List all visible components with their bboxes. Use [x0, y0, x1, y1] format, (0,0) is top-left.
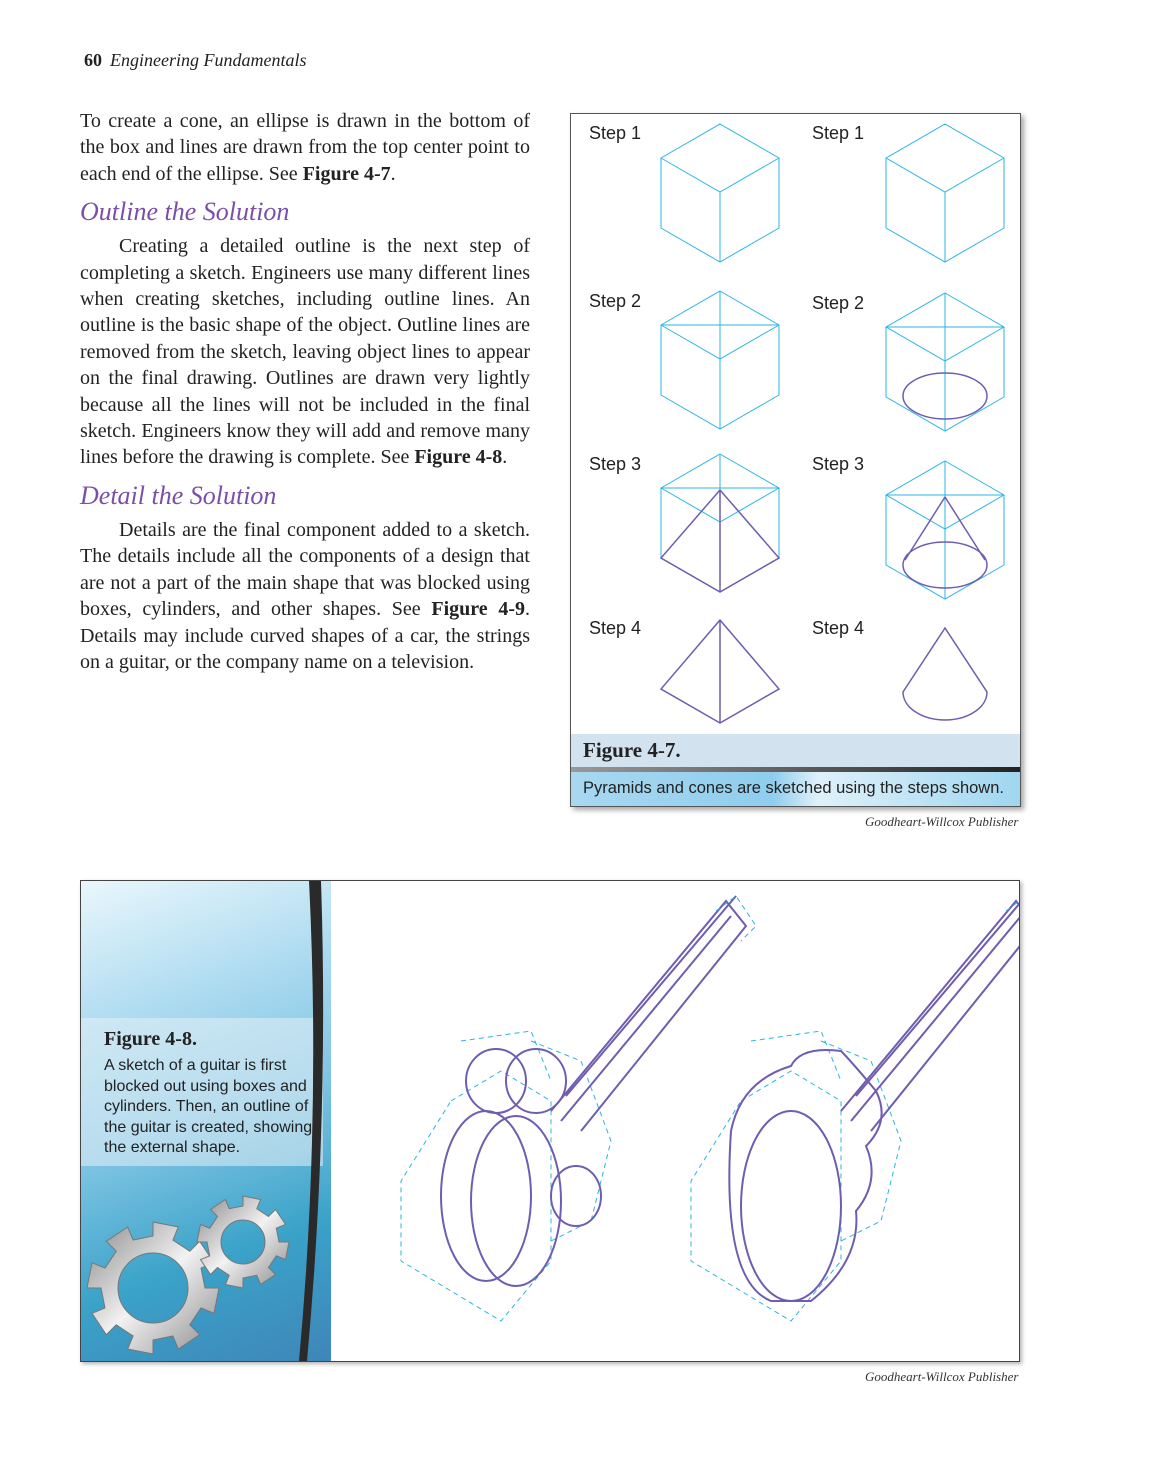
figure-4-7 [570, 113, 1021, 807]
page-number: 60 [84, 50, 102, 70]
body-text [80, 108, 530, 675]
figure-ref: Figure 4-7 [302, 162, 391, 185]
text: . [390, 162, 396, 185]
paragraph [80, 517, 530, 675]
step-label: Step 1 [589, 123, 642, 143]
step-label: Step 4 [589, 618, 642, 638]
paragraph [80, 233, 530, 471]
step-label: Step 4 [812, 618, 865, 638]
figure-ref: Figure 4-9 [431, 598, 526, 621]
pyramid-cone-steps-drawing [571, 114, 1020, 734]
lower-cylinder [551, 1166, 601, 1226]
figure-credit: Goodheart-Willcox Publisher [865, 1369, 1019, 1384]
headstock-box [716, 896, 756, 941]
gear-shape [197, 1196, 289, 1288]
pyramid-final [661, 620, 779, 723]
paragraph [80, 108, 530, 187]
section-heading: Detail the Solution [80, 480, 277, 510]
guitar-body-edge [741, 1111, 841, 1301]
figure-caption: A sketch of a guitar is first blocked out using boxes and cylinders. Then, an outline of the guitar is created, showing the external shape. [104, 1057, 313, 1157]
guitar-outline [729, 1050, 881, 1301]
text: Creating a detailed outline is the next step of completing a sketch. Engineers use many different lines when creating sketches, including outline lines. An outline is the basic shape of the object. Outline lines are removed from the sketch, leaving object lines to appear on the final drawing. Outlines are drawn very lightly because all the lines will not be included in the final sketch. Engineers know they will add and remove many lines before the drawing is complete. See [80, 235, 530, 469]
neck-outline [841, 896, 1020, 1131]
figure-title: Figure 4-7. [571, 734, 1020, 768]
caption-box [81, 1018, 323, 1166]
top-diagonals [886, 293, 1004, 361]
guitar-sketch-drawing [331, 881, 1020, 1361]
section-heading: Outline the Solution [80, 197, 290, 227]
cone-final [903, 628, 987, 720]
blocking-lines [691, 1031, 901, 1321]
book-title: Engineering Fundamentals [110, 50, 307, 70]
text: . [502, 446, 508, 469]
pyramid-outline [661, 490, 779, 592]
step-label: Step 2 [812, 293, 865, 313]
step-label: Step 3 [589, 454, 642, 474]
figure-ref: Figure 4-8 [414, 446, 503, 469]
upper-cylinder [466, 1049, 526, 1113]
figure-caption: Pyramids and cones are sketched using the steps shown. [571, 772, 1020, 806]
text: Details are the final component added to a sketch. The details include all the components of a design that are not a part of the main shape that was blocked using boxes, cylinders, and other shapes. See [80, 518, 530, 621]
neck-outline [551, 896, 746, 1131]
box-outline [886, 124, 1004, 262]
figure-credit: Goodheart-Willcox Publisher [865, 814, 1019, 829]
top-diagonals [886, 461, 1004, 529]
step-label: Step 2 [589, 291, 642, 311]
box-outline [661, 124, 779, 262]
upper-cylinder [506, 1049, 566, 1113]
step-label: Step 3 [812, 454, 865, 474]
top-diagonals [661, 291, 779, 359]
figure-title: Figure 4-8. [104, 1028, 197, 1050]
running-header [84, 50, 306, 71]
figure-4-8 [80, 880, 1020, 1362]
text: To create a cone, an ellipse is drawn in the bottom of the box and lines are drawn from the top center point to each end of the ellipse. See [80, 110, 530, 185]
step-label: Step 1 [812, 123, 865, 143]
text: . Details may include curved shapes of a car, the strings on a guitar, or the company name on a television. [80, 598, 531, 673]
panel-curve [299, 881, 329, 1361]
caption-panel [81, 881, 331, 1361]
